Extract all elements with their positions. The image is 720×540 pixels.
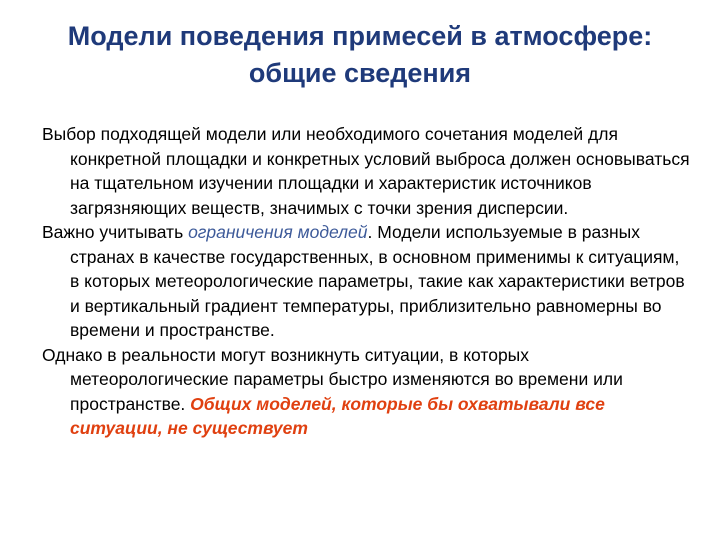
paragraph-model-limitations xyxy=(42,220,692,343)
paragraph-reality-note xyxy=(42,343,692,441)
no-universal-models-emphasis: Общих моделей, которые бы охватывали все ситуации, не существует xyxy=(70,393,605,438)
paragraph-reality-note-lead: Однако в реальности могут возникнуть ситуации, в которых метеорологические параметры быстро изменяются во времени или пространстве. xyxy=(42,344,623,414)
paragraph-model-selection-text: Выбор подходящей модели или необходимого сочетания моделей для конкретной площадки и конкретных условий выброса должен основываться на тщательном изучении площадки и характеристик источников загрязняющих веществ, значимых с точки зрения дисперсии. xyxy=(42,124,690,218)
slide-title-line-1: Модели поведения примесей в атмосфере: xyxy=(67,21,653,51)
slide-title xyxy=(10,18,710,92)
model-limitations-link[interactable]: ограничения моделей xyxy=(188,222,368,242)
paragraph-model-limitations-lead: Важно учитывать xyxy=(42,222,189,242)
slide-title-line-2: общие сведения xyxy=(248,58,472,88)
paragraph-model-selection xyxy=(42,122,692,220)
slide-body xyxy=(42,122,692,441)
paragraph-model-limitations-rest: . Модели используемые в разных странах в качестве государственных, в основном применимы к ситуациям, в которых метеорологические параметры, такие как характеристики ветров и вертикальный градиент температуры, приблизительно равномерны во времени и пространстве. xyxy=(70,222,685,340)
